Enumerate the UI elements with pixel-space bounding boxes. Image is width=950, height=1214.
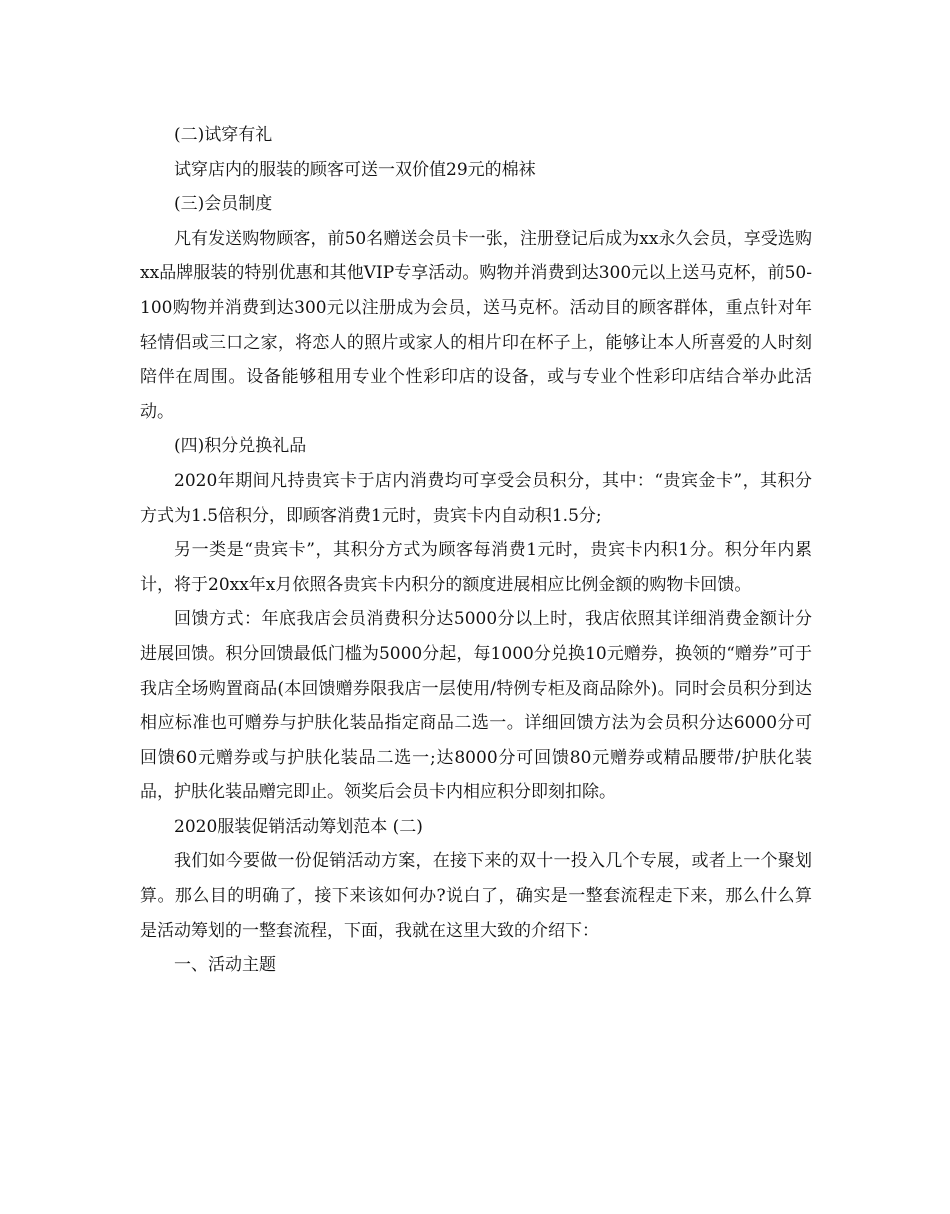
paragraph-gold-card-points: 2020年期间凡持贵宾卡于店内消费均可享受会员积分，其中：“贵宾金卡”，其积分方式为1.5倍积分，即顾客消费1元时，贵宾卡内自动积1.5分; [140,470,812,526]
section-heading-points-redemption: (四)积分兑换礼品 [174,436,307,457]
paragraph-fitting-gift: 试穿店内的服装的顾客可送一双价值29元的棉袜 [174,159,536,180]
paragraph-membership: 凡有发送购物顾客，前50名赠送会员卡一张，注册登记后成为xx永久会员，享受选购xx品牌服装的特别优惠和其他VIP专享活动。购物并消费到达300元以上送马克杯，前50-100购物并消费到达300元以注册成为会员，送马克杯。活动目的顾客群体，重点针对年轻情侣或三口之家，将恋人的照片或家人的相片印在杯子上，能够让本人所喜爱的人时刻陪伴在周围。设备能够租用专业个性彩印店的设备，或与专业个性彩印店结合举办此活动。 [140,228,812,422]
paragraph-vip-card-points: 另一类是“贵宾卡”，其积分方式为顾客每消费1元时，贵宾卡内积1分。积分年内累计，将于20xx年x月依照各贵宾卡内积分的额度进展相应比例金额的购物卡回馈。 [140,540,812,595]
section-heading-fitting-gift: (二)试穿有礼 [174,125,273,145]
section-heading-campaign-theme: 一、活动主题 [174,955,276,976]
section-heading-template-two: 2020服装促销活动筹划范本 (二) [174,816,423,837]
document-body [140,118,812,983]
paragraph-reward-method: 回馈方式：年底我店会员消费积分达5000分以上时，我店依照其详细消费金额计分进展回馈。积分回馈最低门槛为5000分起，每1000分兑换10元赠券，换领的“赠券”可于我店全场购置商品(本回馈赠券限我店一层使用/特例专柜及商品除外)。同时会员积分到达相应标准也可赠券与护肤化装品指定商品二选一。详细回馈方法为会员积分达6000分可回馈60元赠券或与护肤化装品二选一;达8000分可回馈80元赠券或精品腰带/护肤化装品，护肤化装品赠完即止。领奖后会员卡内相应积分即刻扣除。 [140,609,812,803]
section-heading-membership: (三)会员制度 [174,194,273,215]
paragraph-campaign-intro: 我们如今要做一份促销活动方案，在接下来的双十一投入几个专展，或者上一个聚划算。那么目的明确了，接下来该如何办?说白了，确实是一整套流程走下来，那么什么算是活动筹划的一整套流程，下面，我就在这里大致的介绍下： [140,851,812,941]
